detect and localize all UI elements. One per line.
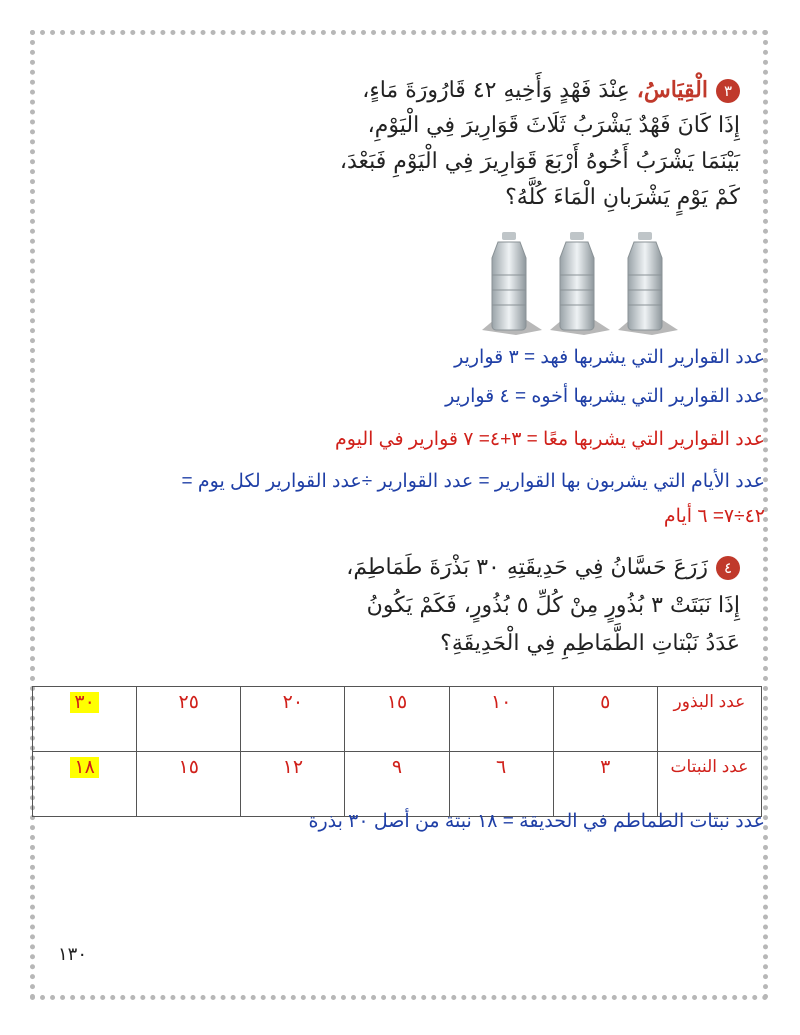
answer-3-line5: ٤٢÷٧= ٦ أيام bbox=[663, 506, 765, 527]
problem-4-line3: عَدَدُ نَبْتاتِ الطَّمَاطِمِ فِي الْحَدِيقَةِ؟ bbox=[440, 631, 740, 656]
problem-3-heading: الْقِيَاسُ، bbox=[636, 77, 708, 103]
answer-3-line4: عدد الأيام التي يشربون بها القوارير = عدد القوارير ÷عدد القوارير لكل يوم = bbox=[181, 471, 765, 492]
answer-3-line2: عدد القوارير التي يشربها أخوه = ٤ قوارير bbox=[445, 386, 765, 407]
table-cell: ١٥ bbox=[345, 687, 449, 752]
table-cell: ٢٥ bbox=[137, 687, 241, 752]
row-header-seeds: عدد البذور bbox=[657, 687, 761, 752]
answer-3-line3: عدد القوارير التي يشربها معًا = ٣+٤= ٧ قوارير في اليوم bbox=[335, 429, 765, 450]
problem-3-line4: كَمْ يَوْمٍ يَشْرَبانِ الْمَاءَ كُلَّهُ؟ bbox=[505, 185, 740, 210]
table-cell: ١٠ bbox=[449, 687, 553, 752]
table-cell: ٦ bbox=[449, 752, 553, 817]
problem-3-line3: بَيْنَمَا يَشْرَبُ أَخُوهُ أَرْبَعَ قَوَارِيرَ فِي الْيَوْمِ فَبَعْدَ، bbox=[339, 149, 740, 174]
page-number: ١٣٠ bbox=[58, 944, 88, 965]
problem-4-number: ٤ bbox=[716, 556, 740, 580]
table-cell: ٩ bbox=[345, 752, 449, 817]
problem-4-line1: ٤زَرَعَ حَسَّانُ فِي حَدِيقَتِهِ ٣٠ بَذْرَةَ طَمَاطِمَ، bbox=[346, 552, 740, 584]
table-cell: ٥ bbox=[553, 687, 657, 752]
table-row-seeds bbox=[33, 687, 762, 752]
row-header-plants: عدد النبتات bbox=[657, 752, 761, 817]
answer-3-line1: عدد القوارير التي يشربها فهد = ٣ قوارير bbox=[454, 347, 765, 368]
problem-3-line1: ٣الْقِيَاسُ، عِنْدَ فَهْدٍ وَأَخِيهِ ٤٢ قَارُورَةَ مَاءٍ، bbox=[362, 74, 740, 107]
bottle-2 bbox=[550, 232, 610, 335]
seeds-plants-table bbox=[32, 686, 762, 817]
bottle-1 bbox=[482, 232, 542, 335]
table-cell: ١٢ bbox=[241, 752, 345, 817]
problem-3-line2: إِذَا كَانَ فَهْدٌ يَشْرَبُ ثَلَاثَ قَوَارِيرَ فِي الْيَوْمِ، bbox=[367, 113, 740, 138]
table-row-plants bbox=[33, 752, 762, 817]
table-cell-highlighted: ٣٠ bbox=[33, 687, 137, 752]
problem-4-line2: إِذَا نَبَتَتْ ٣ بُذُورٍ مِنْ كُلِّ ٥ بُذُورٍ، فَكَمْ يَكُونُ bbox=[366, 593, 740, 618]
table-cell: ٢٠ bbox=[241, 687, 345, 752]
bottle-3 bbox=[618, 232, 678, 335]
water-bottles-image bbox=[480, 230, 680, 335]
table-cell-highlighted: ١٨ bbox=[33, 752, 137, 817]
table-cell: ٣ bbox=[553, 752, 657, 817]
table-cell: ١٥ bbox=[137, 752, 241, 817]
answer-4: عدد نبتات الطماطم في الحديقة = ١٨ نبتة من أصل ٣٠ بذرة bbox=[308, 811, 765, 832]
problem-3-number: ٣ bbox=[716, 79, 740, 103]
